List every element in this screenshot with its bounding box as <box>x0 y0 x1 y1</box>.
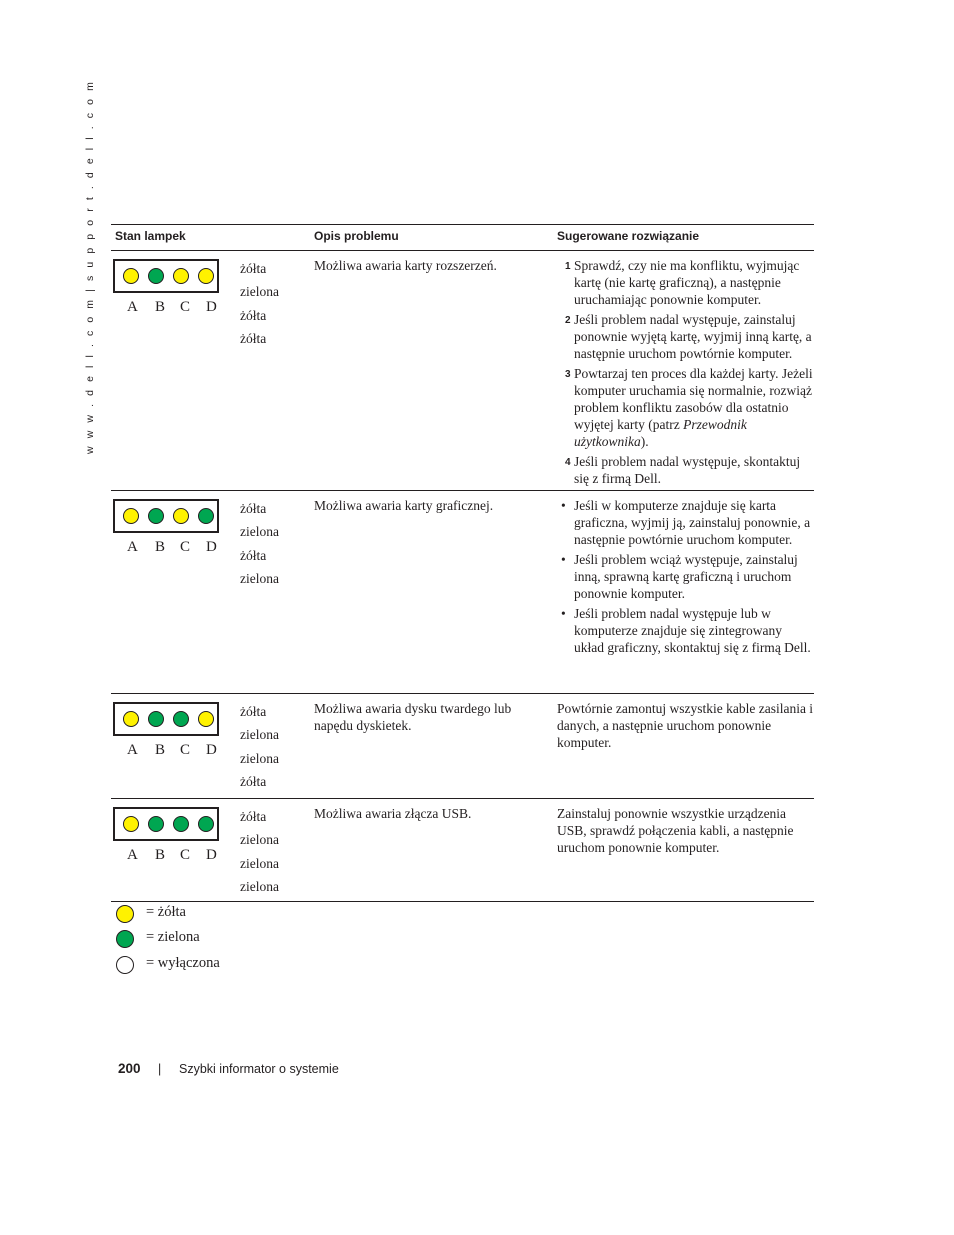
light-b <box>148 711 164 727</box>
light-d <box>198 508 214 524</box>
letter-c: C <box>180 847 191 863</box>
state-b: zielona <box>240 284 279 300</box>
state-c: zielona <box>240 750 279 766</box>
header-solution: Sugerowane rozwiązanie <box>557 229 700 243</box>
state-d: zielona <box>240 878 279 894</box>
table-row <box>111 251 814 491</box>
state-b: zielona <box>240 727 279 743</box>
letter-a: A <box>127 847 138 863</box>
state-a: żółta <box>240 261 267 276</box>
letter-d: D <box>206 299 217 315</box>
light-a <box>123 711 139 727</box>
light-b <box>148 816 164 832</box>
light-c <box>173 508 189 524</box>
solution-bullet: • Jeśli w komputerze znajduje się karta graficzna, wyjmij ją, zainstaluj ponownie, a następnie powtórnie uruchom komputer. <box>561 498 811 547</box>
legend-label: = żółta <box>146 904 186 920</box>
table-row <box>111 799 814 902</box>
problem-description: Możliwa awaria dysku twardego lub napędu dyskietek. <box>314 701 512 733</box>
letter-b: B <box>155 847 166 863</box>
state-a: żółta <box>240 809 267 824</box>
table-row <box>111 491 814 694</box>
light-a <box>123 268 139 284</box>
legend-label: = zielona <box>146 929 200 946</box>
light-a <box>123 508 139 524</box>
state-d: zielona <box>240 570 279 586</box>
legend-off-light <box>116 956 134 974</box>
light-states <box>240 805 279 898</box>
footer-separator: | <box>158 1062 162 1076</box>
letter-c: C <box>180 742 191 758</box>
letter-c: C <box>180 539 191 555</box>
solution-step: 2 Jeśli problem nadal występuje, zainstaluj ponownie wyjętą kartę, wyjmij inną kartę, a następnie uruchom powtórnie komputer. <box>565 312 812 361</box>
solution-step: 4 Jeśli problem nadal występuje, skontaktuj się z firmą Dell. <box>565 454 801 486</box>
solution <box>557 497 815 659</box>
footer-title: Szybki informator o systemie <box>179 1062 339 1076</box>
diagnostic-lights-table <box>111 224 814 902</box>
letter-c: C <box>180 299 191 315</box>
light-d <box>198 268 214 284</box>
state-b: zielona <box>240 524 279 540</box>
light-c <box>173 711 189 727</box>
solution: Powtórnie zamontuj wszystkie kable zasilania i danych, a następnie uruchom ponownie komputer. <box>557 701 814 750</box>
legend-label: = wyłączona <box>146 954 220 971</box>
light-b <box>148 508 164 524</box>
letter-b: B <box>155 299 166 315</box>
light-c <box>173 816 189 832</box>
solution-bullet: • Jeśli problem wciąż występuje, zainstaluj inną, sprawną kartę graficzną i uruchom ponownie komputer. <box>561 552 798 601</box>
state-d: żółta <box>240 773 267 789</box>
letter-a: A <box>127 742 138 758</box>
letter-d: D <box>206 539 217 555</box>
solution-bullet: • Jeśli problem nadal występuje lub w komputerze znajduje się zintegrowany układ graficzny, skontaktuj się z firmą Dell. <box>561 606 811 655</box>
table-row <box>111 694 814 799</box>
problem-description: Możliwa awaria karty rozszerzeń. <box>314 258 497 273</box>
light-states <box>240 257 279 350</box>
state-b: zielona <box>240 832 279 848</box>
problem-description: Możliwa awaria karty graficznej. <box>314 498 494 513</box>
state-a: żółta <box>240 704 267 719</box>
table-header <box>111 224 814 251</box>
light-states <box>240 700 279 793</box>
solution: Zainstaluj ponownie wszystkie urządzenia USB, sprawdź połączenia kabli, a następnie uruchom ponownie komputer. <box>557 806 794 855</box>
diagnostic-lights-panel <box>113 807 219 841</box>
light-a <box>123 816 139 832</box>
diagnostic-lights-panel <box>113 259 219 293</box>
light-states <box>240 497 279 590</box>
state-c: żółta <box>240 547 267 563</box>
state-c: żółta <box>240 307 267 323</box>
letter-b: B <box>155 539 166 555</box>
problem-description: Możliwa awaria złącza USB. <box>314 806 472 821</box>
page-number: 200 <box>118 1061 141 1076</box>
state-a: żółta <box>240 501 267 516</box>
light-b <box>148 268 164 284</box>
state-d: żółta <box>240 330 267 346</box>
letter-a: A <box>127 539 138 555</box>
solution-step: 3 Powtarzaj ten proces dla każdej karty. Jeżeli komputer uruchamia się normalnie, rozwiąż problem konfliktu zasobów dla ostatnio wyjętej karty (patrz Przewodnik użytkownika). <box>565 366 813 449</box>
diagnostic-lights-panel <box>113 702 219 736</box>
legend-yellow-light <box>116 905 134 923</box>
legend-green-light <box>116 930 134 948</box>
letter-a: A <box>127 299 138 315</box>
light-d <box>198 711 214 727</box>
diagnostic-lights-panel <box>113 499 219 533</box>
light-d <box>198 816 214 832</box>
letter-b: B <box>155 742 166 758</box>
header-lights: Stan lampek <box>115 229 186 243</box>
letter-d: D <box>206 847 217 863</box>
header-problem: Opis problemu <box>314 229 399 243</box>
user-guide-reference: Przewodnik użytkownika <box>574 417 747 449</box>
state-c: zielona <box>240 855 279 871</box>
solution <box>557 257 815 490</box>
letter-d: D <box>206 742 217 758</box>
side-url: w w w . d e l l . c o m | s u p p o r t . d e l l . c o m <box>84 79 96 454</box>
light-c <box>173 268 189 284</box>
solution-step: 1 Sprawdź, czy nie ma konfliktu, wyjmując kartę (nie kartę graficzną), a następnie uruchamiając ponownie komputer. <box>565 258 800 307</box>
